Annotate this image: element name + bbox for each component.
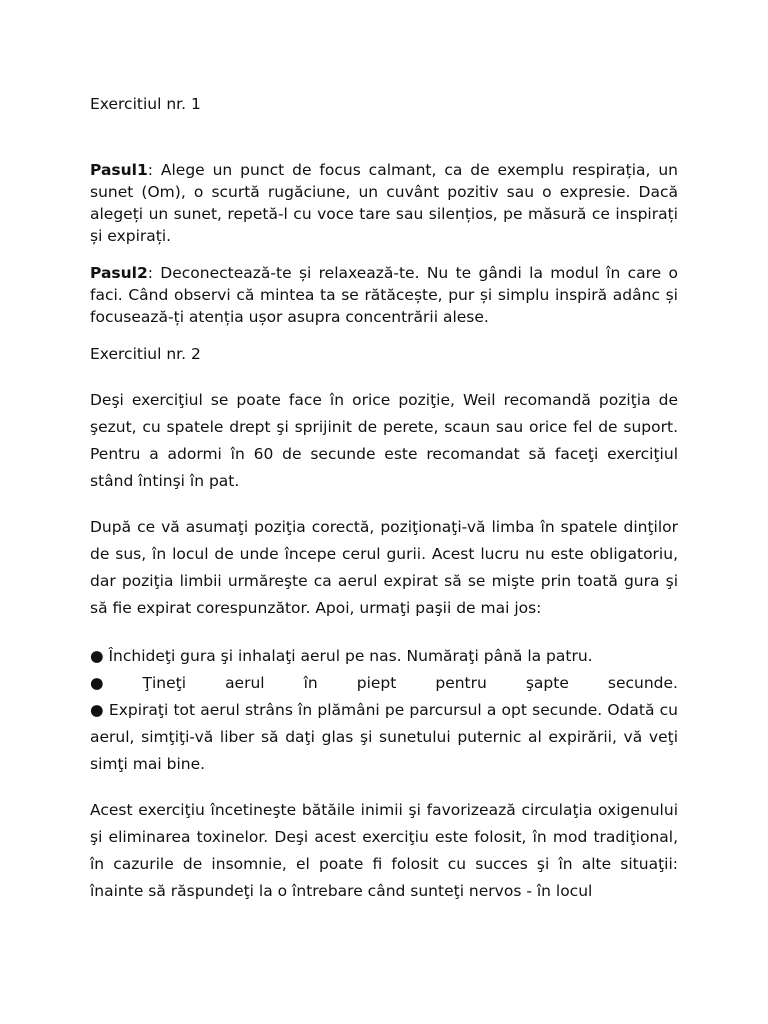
- exercise-2-heading: Exercitiul nr. 2: [90, 345, 201, 363]
- list-item: ● Expiraţi tot aerul strâns în plămâni pe parcursul a opt secunde. Odată cu aerul, simţiţi-vă liber să daţi glas şi sunetului puternic al expirării, vă veţi simţi mai bine.: [90, 701, 678, 773]
- list-item-word: Ţineţi: [142, 674, 187, 692]
- step-1-label: Pasul1: [90, 161, 148, 179]
- list-item-word: ●: [90, 674, 104, 692]
- step-2-paragraph: [90, 262, 678, 328]
- list-item-word: în: [303, 674, 318, 692]
- step-1-text: : Alege un punct de focus calmant, ca de exemplu respirația, un sunet (Om), o scurtă rugăciune, un cuvânt pozitiv sau o expresie. Dacă alegeți un sunet, repetă-l cu voce tare sau silențios, pe măsură ce inspirați și expirați.: [90, 161, 678, 245]
- list-item-word: pentru: [435, 674, 487, 692]
- steps-list: [90, 643, 678, 778]
- step-1-paragraph: [90, 159, 678, 247]
- step-2-text: : Deconectează-te și relaxează-te. Nu te gândi la modul în care o faci. Când observi că mintea ta se rătăcește, pur și simplu inspiră adânc și focusează-ți atenția ușor asupra concentrării alese.: [90, 264, 678, 326]
- list-item: [90, 670, 678, 697]
- list-item: ● Închideţi gura şi inhalaţi aerul pe nas. Număraţi până la patru.: [90, 647, 593, 665]
- exercise-1-heading: Exercitiul nr. 1: [90, 95, 201, 113]
- paragraph-tongue: După ce vă asumaţi poziţia corectă, poziţionaţi-vă limba în spatele dinţilor de sus, în locul de unde începe cerul gurii. Acest lucru nu este obligatoriu, dar poziţia limbii urmăreşte ca aerul expirat să se mişte prin toată gura şi să fie expirat corespunzător. Apoi, urmaţi paşii de mai jos:: [90, 518, 678, 617]
- list-item-word: şapte: [525, 674, 569, 692]
- list-item-word: secunde.: [607, 674, 678, 692]
- paragraph-position: Deşi exerciţiul se poate face în orice poziţie, Weil recomandă poziţia de şezut, cu spatele drept şi sprijinit de perete, scaun sau orice fel de suport. Pentru a adormi în 60 de secunde este recomandat să faceţi exerciţiul stând întinşi în pat.: [90, 391, 678, 490]
- list-item-word: aerul: [225, 674, 265, 692]
- step-2-label: Pasul2: [90, 264, 148, 282]
- list-item-word: piept: [356, 674, 397, 692]
- paragraph-benefits: Acest exerciţiu încetineşte bătăile inimii şi favorizează circulaţia oxigenului şi eliminarea toxinelor. Deşi acest exerciţiu este folosit, în mod tradiţional, în cazurile de insomnie, el poate fi folosit cu succes şi în alte situaţii: înainte să răspundeţi la o întrebare când sunteţi nervos - în locul: [90, 801, 678, 900]
